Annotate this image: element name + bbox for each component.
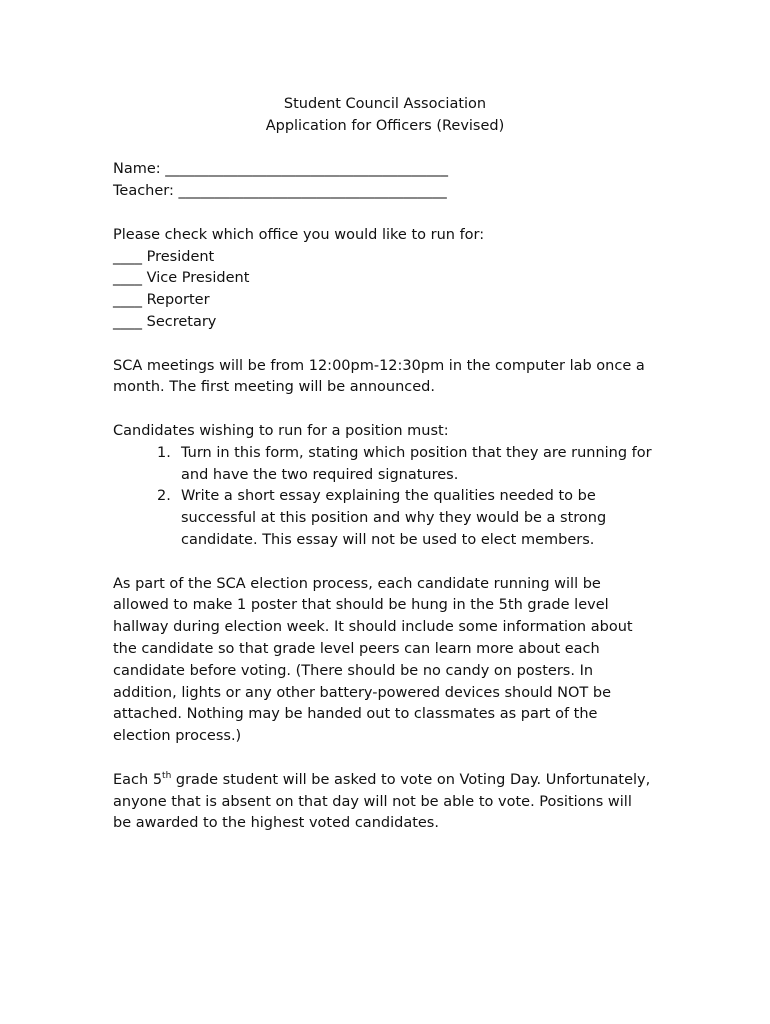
office-option-reporter: ____ Reporter	[113, 292, 210, 309]
ordinal-suffix: th	[162, 770, 172, 781]
meetings-paragraph: SCA meetings will be from 12:00pm-12:30pm in the computer lab once a month. The first meeting will be announced.	[113, 357, 645, 396]
office-option-vice-president: ____ Vice President	[113, 270, 250, 287]
document-title	[0, 94, 770, 138]
list-item-number: 1.	[157, 444, 171, 461]
election-process-paragraph: As part of the SCA election process, each candidate running will be allowed to make 1 poster that should be hung in the 5th grade level hallway during election week. It should include some information about the candidate so that grade level peers can learn more about each candidate before voting. (There should be no candy on posters. In addition, lights or any other battery-powered devices should NOT be attached. Nothing may be handed out to classmates as part of the election process.)	[113, 575, 633, 745]
requirements-list	[113, 443, 653, 552]
voting-paragraph	[113, 770, 653, 835]
spacer	[113, 748, 653, 770]
voting-text-start: Each 5	[113, 771, 163, 788]
requirements-intro: Candidates wishing to run for a position must:	[113, 422, 449, 439]
title-line-1: Student Council Association	[283, 96, 487, 112]
list-item-text: Write a short essay explaining the qualities needed to be successful at this position and why they would be a strong candidate. This essay will not be used to elect members.	[181, 488, 607, 548]
teacher-field: Teacher: _____________________________________	[113, 183, 447, 200]
list-item-text: Turn in this form, stating which position that they are running for and have the two required signatures.	[181, 444, 652, 483]
name-field: Name: _______________________________________	[113, 161, 449, 178]
list-item	[157, 443, 653, 487]
office-option-secretary: ____ Secretary	[113, 313, 217, 330]
spacer	[113, 552, 653, 574]
title-line-2: Application for Officers (Revised)	[265, 117, 505, 134]
spacer	[113, 334, 653, 356]
list-item	[157, 486, 653, 551]
spacer	[113, 399, 653, 421]
spacer	[113, 203, 653, 225]
office-prompt: Please check which office you would like to run for:	[113, 226, 485, 243]
office-option-president: ____ President	[113, 248, 215, 265]
voting-text-end: grade student will be asked to vote on Voting Day. Unfortunately, anyone that is absent on that day will not be able to vote. Positions will be awarded to the highest voted candidates.	[113, 771, 651, 832]
document-body	[113, 94, 653, 835]
spacer	[113, 138, 653, 160]
list-item-number: 2.	[157, 488, 171, 505]
